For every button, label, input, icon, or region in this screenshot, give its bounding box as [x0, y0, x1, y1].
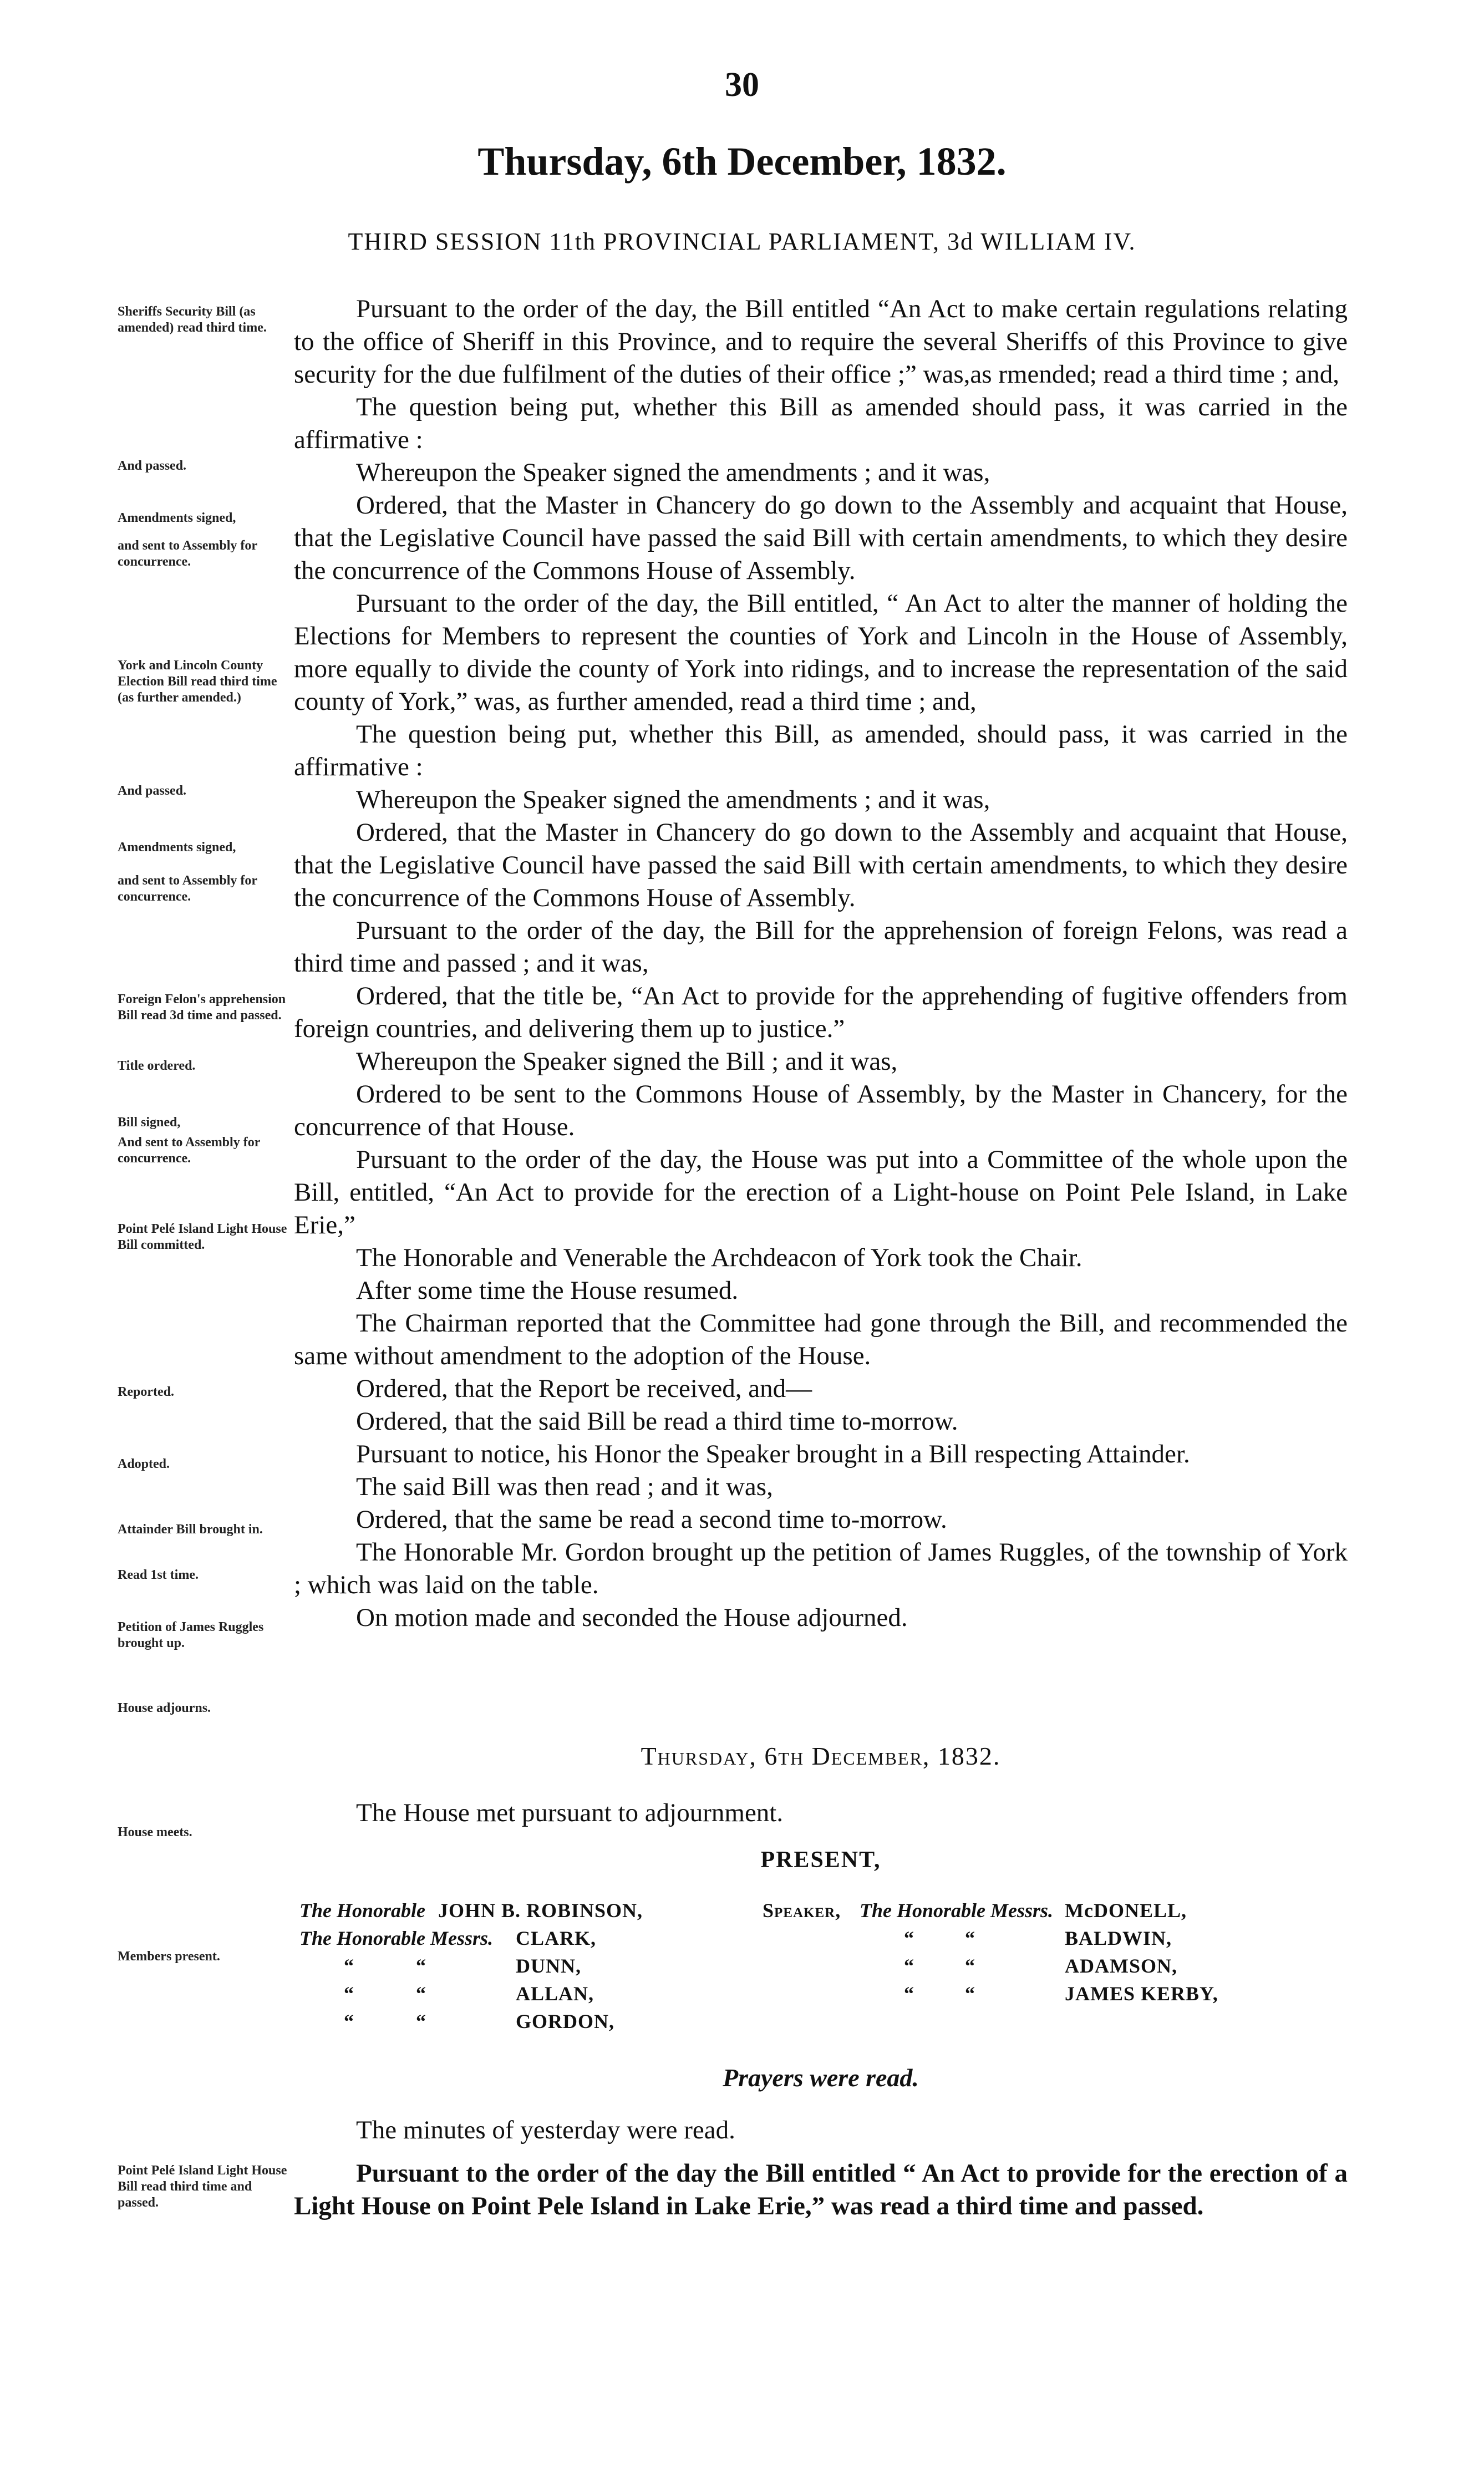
- member-name: McDONELL,: [1065, 1899, 1187, 1922]
- paragraph: Ordered, that the title be, “An Act to provide for the apprehending of fugitive offenders from foreign countries, and delivering them up to justice.”: [294, 982, 1348, 1043]
- margin-note: Petition of James Ruggles brought up.: [118, 1620, 264, 1650]
- session-heading: THIRD SESSION 11th PROVINCIAL PARLIAMENT, 3d WILLIAM IV.: [348, 228, 1136, 255]
- member-name: ALLAN,: [516, 1983, 594, 2005]
- ditto-mark: “: [965, 1983, 975, 2005]
- ditto-mark: “: [344, 1983, 354, 2005]
- ditto-mark: “: [416, 1955, 426, 1977]
- honorable-label: The Honorable Messrs.: [299, 1927, 494, 1949]
- speaker-label: Speaker,: [763, 1899, 841, 1922]
- ditto-mark: “: [904, 1955, 914, 1977]
- paragraph: The House met pursuant to adjournment.: [356, 1798, 784, 1827]
- paragraph: Pursuant to the order of the day, the Bill entitled “An Act to make certain regulations relating to the office of Sheriff in this Province, and to require the several Sheriffs of this Province to give security for the due fulfilment of the duties of their office ;” was,as rmended; read a third time ; and,: [294, 294, 1348, 389]
- ditto-mark: “: [416, 2010, 426, 2032]
- prayers-line: Prayers were read.: [723, 2064, 919, 2092]
- house-met: [294, 1797, 1348, 1829]
- paragraph: Ordered, that the same be read a second time to-morrow.: [356, 1505, 947, 1534]
- margin-note: Point Pelé Island Light House Bill committed.: [118, 1222, 287, 1252]
- page-number: 30: [725, 66, 759, 104]
- ditto-mark: “: [965, 1955, 975, 1977]
- present-heading: PRESENT,: [760, 1847, 881, 1873]
- paragraph: The Honorable and Venerable the Archdeacon of York took the Chair.: [356, 1243, 1082, 1272]
- honorable-label: The Honorable: [299, 1899, 426, 1922]
- member-name: CLARK,: [516, 1927, 597, 1949]
- margin-note: House adjourns.: [118, 1701, 211, 1715]
- ditto-mark: “: [344, 2010, 354, 2032]
- margin-note: Attainder Bill brought in.: [118, 1522, 263, 1537]
- paragraph: Whereupon the Speaker signed the Bill ; and it was,: [356, 1047, 898, 1076]
- margin-note: And passed.: [118, 459, 187, 473]
- final-paragraph: [294, 2157, 1348, 2223]
- margin-note: and sent to Assembly for concurrence.: [118, 538, 257, 569]
- paragraph: The minutes of yesterday were read.: [356, 2116, 735, 2144]
- ditto-mark: “: [904, 1927, 914, 1949]
- ditto-mark: “: [965, 1927, 975, 1949]
- margin-note: and sent to Assembly for concurrence.: [118, 873, 257, 904]
- proceedings-text: [294, 293, 1348, 1634]
- members-present-list: [299, 1897, 1353, 2035]
- paragraph: Ordered, that the said Bill be read a third time to-morrow.: [356, 1407, 958, 1436]
- margin-note: Members present.: [118, 1949, 220, 1964]
- paragraph: The Chairman reported that the Committee had gone through the Bill, and recommended the same without amendment to the adoption of the House.: [294, 1309, 1348, 1370]
- margin-note: Title ordered.: [118, 1059, 196, 1073]
- paragraph: Ordered, that the Master in Chancery do go down to the Assembly and acquaint that House, that the Legislative Council have passed the said Bill with certain amendments, to which they desire the concurrence of the Commons House of Assembly.: [294, 818, 1348, 912]
- paragraph: The Honorable Mr. Gordon brought up the petition of James Ruggles, of the township of York ; which was laid on the table.: [294, 1538, 1348, 1599]
- member-name: JOHN B. ROBINSON,: [438, 1899, 643, 1922]
- date-heading: Thursday, 6th December, 1832.: [477, 139, 1007, 184]
- minutes-line: [294, 2114, 1348, 2147]
- margin-note: Amendments signed,: [118, 840, 236, 855]
- member-name: ADAMSON,: [1065, 1955, 1177, 1977]
- paragraph: Pursuant to the order of the day, the Bill entitled, “ An Act to alter the manner of holding the Elections for Members to represent the counties of York and Lincoln in the House of Assembly, more equally to divide the county of York into ridings, and to increase the representation of the said county of York,” was, as further amended, read a third time ; and,: [294, 589, 1348, 716]
- margin-note: And passed.: [118, 784, 187, 798]
- margin-note: Amendments signed,: [118, 511, 236, 525]
- paragraph: Whereupon the Speaker signed the amendments ; and it was,: [356, 458, 990, 487]
- paragraph: The said Bill was then read ; and it was,: [356, 1472, 773, 1501]
- paragraph: Pursuant to the order of the day, the Bill for the apprehension of foreign Felons, was read a third time and passed ; and it was,: [294, 916, 1348, 978]
- margin-note: Sheriffs Security Bill (as amended) read third time.: [118, 304, 267, 335]
- margin-note: Reported.: [118, 1385, 174, 1399]
- second-date-heading: Thursday, 6th December, 1832.: [641, 1742, 1001, 1770]
- paragraph: Whereupon the Speaker signed the amendments ; and it was,: [356, 785, 990, 814]
- paragraph: Pursuant to the order of the day the Bill entitled “ An Act to provide for the erection of a Light House on Point Pele Island in Lake Erie,” was read a third time and passed.: [294, 2159, 1348, 2220]
- ditto-mark: “: [344, 1955, 354, 1977]
- margin-note: Adopted.: [118, 1457, 170, 1471]
- paragraph: Pursuant to the order of the day, the House was put into a Committee of the whole upon the Bill, entitled, “An Act to provide for the erection of a Light-house on Point Pele Island, in Lake Erie,”: [294, 1145, 1348, 1239]
- margin-note: House meets.: [118, 1825, 192, 1839]
- paragraph: The question being put, whether this Bill, as amended, should pass, it was carried in the affirmative :: [294, 720, 1348, 781]
- member-name: DUNN,: [516, 1955, 581, 1977]
- honorable-label: The Honorable Messrs.: [860, 1899, 1054, 1922]
- paragraph: On motion made and seconded the House adjourned.: [356, 1603, 908, 1632]
- paragraph: Pursuant to notice, his Honor the Speaker brought in a Bill respecting Attainder.: [356, 1440, 1190, 1468]
- member-name: BALDWIN,: [1065, 1927, 1172, 1949]
- paragraph: Ordered to be sent to the Commons House of Assembly, by the Master in Chancery, for the concurrence of that House.: [294, 1080, 1348, 1141]
- paragraph: Ordered, that the Report be received, and—: [356, 1374, 812, 1403]
- margin-note: And sent to Assembly for concurrence.: [118, 1135, 260, 1166]
- margin-note: Read 1st time.: [118, 1568, 199, 1582]
- member-name: JAMES KERBY,: [1065, 1983, 1218, 2005]
- member-name: GORDON,: [516, 2010, 614, 2032]
- paragraph: The question being put, whether this Bill as amended should pass, it was carried in the affirmative :: [294, 393, 1348, 454]
- margin-note: York and Lincoln County Election Bill read third time (as further amended.): [118, 658, 277, 705]
- margin-note: Bill signed,: [118, 1115, 181, 1130]
- margin-note: Point Pelé Island Light House Bill read third time and passed.: [118, 2163, 287, 2210]
- paragraph: After some time the House resumed.: [356, 1276, 739, 1305]
- ditto-mark: “: [416, 1983, 426, 2005]
- margin-note: Foreign Felon's apprehension Bill read 3d time and passed.: [118, 992, 286, 1023]
- paragraph: Ordered, that the Master in Chancery do go down to the Assembly and acquaint that House, that the Legislative Council have passed the said Bill with certain amendments, to which they desire the concurrence of the Commons House of Assembly.: [294, 491, 1348, 585]
- ditto-mark: “: [904, 1983, 914, 2005]
